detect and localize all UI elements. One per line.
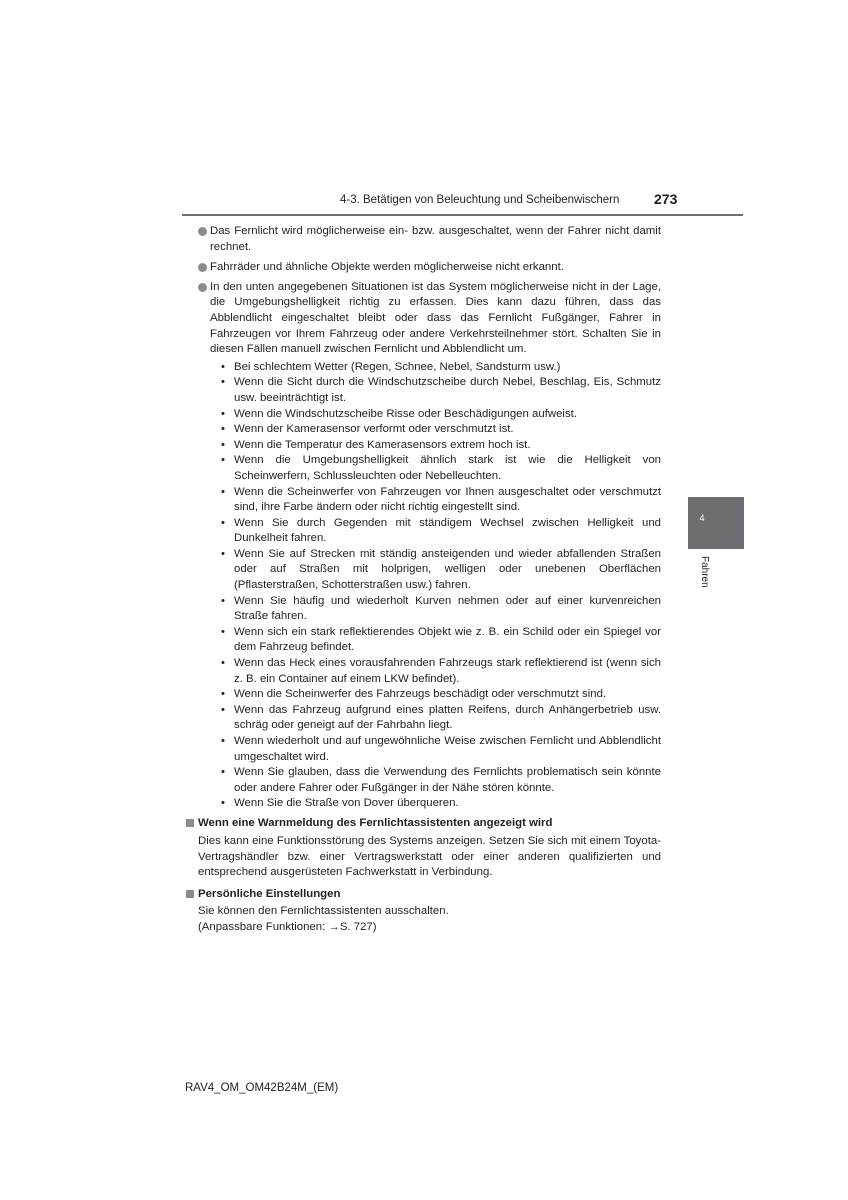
header-divider	[182, 214, 743, 216]
section-heading: Persönliche Einstellungen	[186, 887, 661, 903]
warning-section	[198, 816, 661, 880]
situation-list	[210, 360, 661, 812]
note-text: Das Fernlicht wird möglicherweise ein- bzw. ausgeschaltet, wenn der Fahrer nicht damit rechnet.	[210, 225, 661, 253]
list-item: • Bei schlechtem Wetter (Regen, Schnee, Nebel, Sandsturm usw.)	[210, 360, 661, 376]
page-number: 273	[654, 191, 678, 207]
square-bullet-icon	[186, 890, 194, 898]
chapter-tab[interactable]	[688, 497, 744, 549]
list-item: • Wenn die Sicht durch die Windschutzscheibe durch Nebel, Beschlag, Eis, Schmutz usw. beeinträchtigt ist.	[221, 376, 661, 404]
list-item: • Wenn die Scheinwerfer von Fahrzeugen vor Ihnen ausgeschaltet oder verschmutzt sind, ihre Farbe ändern oder nicht richtig eingestellt sind.	[221, 485, 661, 514]
bullet-circle-icon	[198, 283, 207, 292]
list-item: • Wenn sich ein stark reflektierendes Objekt wie z. B. ein Schild oder ein Spiegel vor dem Fahrzeug befindet.	[221, 625, 661, 654]
list-item: • Wenn Sie die Straße von Dover überqueren.	[210, 796, 661, 812]
settings-section	[198, 887, 661, 936]
bullet-dot-icon: •	[221, 407, 225, 420]
list-item: • Wenn die Windschutzscheibe Risse oder Beschädigungen aufweist.	[210, 407, 661, 423]
chapter-label: Fahren	[699, 556, 710, 588]
bullet-dot-icon: •	[221, 735, 225, 747]
bullet-dot-icon: •	[221, 423, 225, 436]
list-item: • Wenn der Kamerasensor verformt oder verschmutzt ist.	[210, 422, 661, 438]
list-item: • Wenn Sie auf Strecken mit ständig ansteigenden und wieder abfallenden Straßen oder auf Straßen mit holprigen, welligen oder unebenen Oberflächen (Pflasterstraßen, Schotterstraßen usw.) fahren.	[221, 547, 661, 592]
note-paragraph	[198, 224, 661, 255]
bullet-dot-icon: •	[221, 594, 225, 607]
list-item: • Wenn das Fahrzeug aufgrund eines platten Reifens, durch Anhängerbetrieb usw. schräg oder geneigt auf der Fahrbahn liegt.	[221, 703, 661, 732]
bullet-dot-icon: •	[221, 547, 225, 560]
section-heading: Wenn eine Warnmeldung des Fernlichtassistenten angezeigt wird	[186, 816, 661, 832]
running-header: 4-3. Betätigen von Beleuchtung und Scheibenwischern	[340, 194, 620, 206]
note-text: In den unten angegebenen Situationen ist das System möglicherweise nicht in der Lage, die Umgebungshelligkeit richtig zu erfassen. Dies kann dazu führen, dass das Abblendlicht eingeschaltet bleibt oder dass das Fernlicht Fußgänger, Fahrer in Fahrzeugen vor Ihrem Fahrzeug oder andere Verkehrsteilnehmer stört. Schalten Sie in diesen Fällen manuell zwischen Fernlicht und Abblendlicht um.	[210, 280, 661, 356]
list-item: • Wenn Sie glauben, dass die Verwendung des Fernlichts problematisch sein könnte oder andere Fahrer oder Fußgänger in der Nähe stören könnte.	[221, 766, 661, 794]
section-body	[198, 904, 661, 935]
bullet-dot-icon: •	[221, 797, 225, 810]
list-item: • Wenn Sie durch Gegenden mit ständigem Wechsel zwischen Helligkeit und Dunkelheit fahren.	[221, 516, 661, 545]
bullet-dot-icon: •	[221, 688, 225, 701]
list-item: • Wenn die Temperatur des Kamerasensors extrem hoch ist.	[210, 438, 661, 454]
footer-code: RAV4_OM_OM42B24M_(EM)	[185, 1082, 339, 1094]
list-item: • Wenn das Heck eines vorausfahrenden Fahrzeugs stark reflektierend ist (wenn sich z. B. ein Container auf einem LKW befindet).	[221, 657, 661, 685]
cross-reference-link[interactable]: (Anpassbare Funktionen: →S. 727)	[198, 921, 377, 934]
note-paragraph	[198, 260, 661, 276]
bullet-dot-icon: •	[221, 376, 225, 389]
bullet-dot-icon: •	[221, 516, 225, 529]
bullet-dot-icon: •	[221, 766, 225, 779]
bullet-dot-icon: •	[221, 485, 225, 498]
list-item: • Wenn wiederholt und auf ungewöhnliche Weise zwischen Fernlicht und Abblendlicht umgeschaltet wird.	[221, 735, 661, 763]
bullet-dot-icon: •	[221, 703, 225, 716]
bullet-dot-icon: •	[221, 360, 225, 373]
list-item: • Wenn Sie häufig und wiederholt Kurven nehmen oder auf einer kurvenreichen Straße fahren.	[221, 594, 661, 623]
list-item: • Wenn die Scheinwerfer des Fahrzeugs beschädigt oder verschmutzt sind.	[210, 687, 661, 703]
bullet-dot-icon: •	[221, 438, 225, 451]
bullet-dot-icon: •	[221, 625, 225, 638]
note-paragraph	[198, 280, 661, 812]
main-content	[198, 224, 661, 936]
chapter-number: 4	[699, 513, 705, 523]
settings-text: Sie können den Fernlichtassistenten ausschalten.	[198, 905, 449, 918]
bullet-dot-icon: •	[221, 454, 225, 467]
square-bullet-icon	[186, 819, 194, 827]
note-text: Fahrräder und ähnliche Objekte werden möglicherweise nicht erkannt.	[210, 260, 564, 273]
section-body: Dies kann eine Funktionsstörung des Systems anzeigen. Setzen Sie sich mit einem Toyota-Vertragshändler bzw. einer Vertragswerkstatt oder einer anderen qualifizierten und entsprechend ausgerüsteten Fachwerkstatt in Verbindung.	[198, 835, 661, 879]
list-item: • Wenn die Umgebungshelligkeit ähnlich stark ist wie die Helligkeit von Scheinwerfern, Schlussleuchten oder Nebelleuchten.	[221, 454, 661, 482]
bullet-circle-icon	[198, 227, 207, 236]
bullet-dot-icon: •	[221, 657, 225, 670]
bullet-circle-icon	[198, 263, 207, 272]
